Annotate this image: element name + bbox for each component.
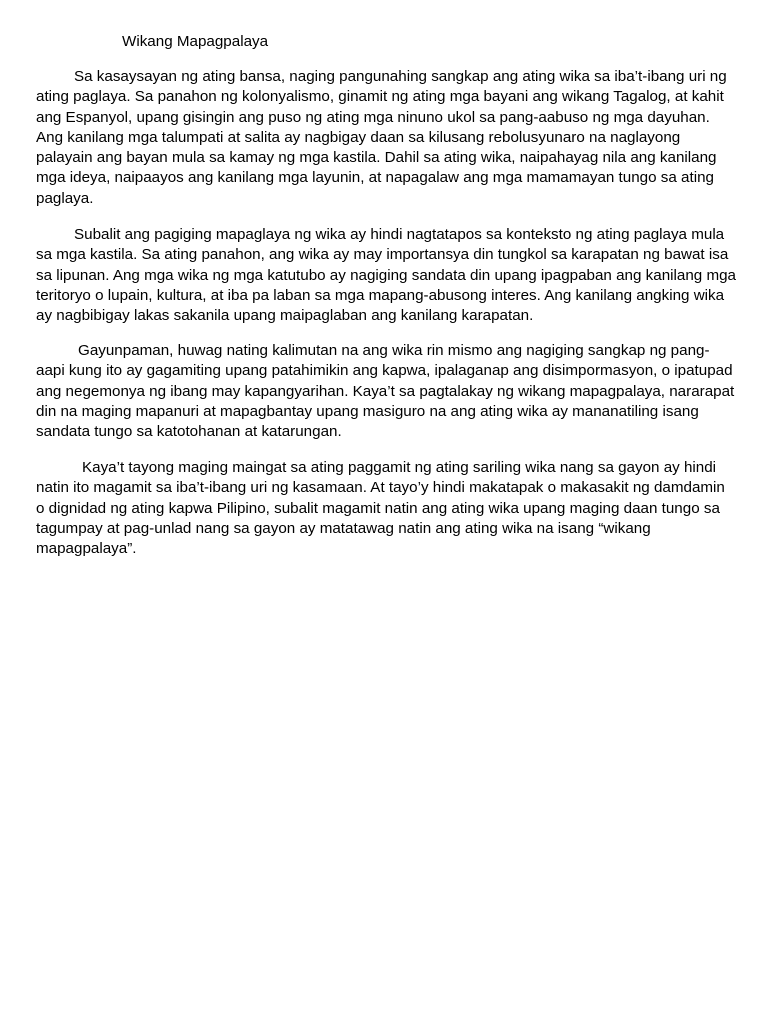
paragraph-1: Sa kasaysayan ng ating bansa, naging pangunahing sangkap ang ating wika sa iba’t-ibang uri ng ating paglaya. Sa panahon ng kolonyalismo, ginamit ng ating mga bayani ang wikang Tagalog, at kahit ang Espanyol, upang gisingin ang puso ng ating mga ninuno ukol sa pang-aabuso ng mga dayuhan. Ang kanilang mga talumpati at salita ay nagbigay daan sa kilusang rebolusyunaro na naglayong palayain ang bayan mula sa kamay ng mga kastila. Dahil sa ating wika, naipahayag nila ang kanilang mga ideya, naipaayos ang kanilang mga layunin, at napagalaw ang mga mamamayan tungo sa ating paglaya. [36,68,727,207]
paragraph-4: Kaya’t tayong maging maingat sa ating paggamit ng ating sariling wika nang sa gayon ay hindi natin ito magamit sa iba’t-ibang uri ng kasamaan. At tayo’y hindi makatapak o makasakit ng damdamin o dignidad ng ating kapwa Pilipino, subalit magamit natin ang ating wika upang maging daan tungo sa tagumpay at pag-unlad nang sa gayon ay matatawag natin ang ating wika na isang “wikang mapagpalaya”. [36,459,725,558]
paragraph-3: Gayunpaman, huwag nating kalimutan na ang wika rin mismo ang nagiging sangkap ng pang-aapi kung ito ay gagamiting upang patahimikin ang kapwa, ipalaganap ang disimpormasyon, o ipatupad ang negemonya ng ibang may kapangyarihan. Kaya’t sa pagtalakay ng wikang mapagpalaya, nararapat din na maging mapanuri at mapagbantay upang masiguro na ang ating wika ay mananatiling isang sandata tungo sa katotohanan at katarungan. [36,342,735,441]
document-title: Wikang Mapagpalaya [122,33,269,50]
paragraph-2: Subalit ang pagiging mapaglaya ng wika ay hindi nagtatapos sa konteksto ng ating paglaya mula sa mga kastila. Sa ating panahon, ang wika ay may importansya din tungkol sa karapatan ng bawat isa sa lipunan. Ang mga wika ng mga katutubo ay nagiging sandata din upang ipagpaban ang kanilang mga teritoryo o lupain, kultura, at iba pa laban sa mga mapang-abusong interes. Ang kanilang angking wika ay nagbibigay lakas sakanila upang maipaglaban ang kanilang karapatan. [36,226,736,325]
